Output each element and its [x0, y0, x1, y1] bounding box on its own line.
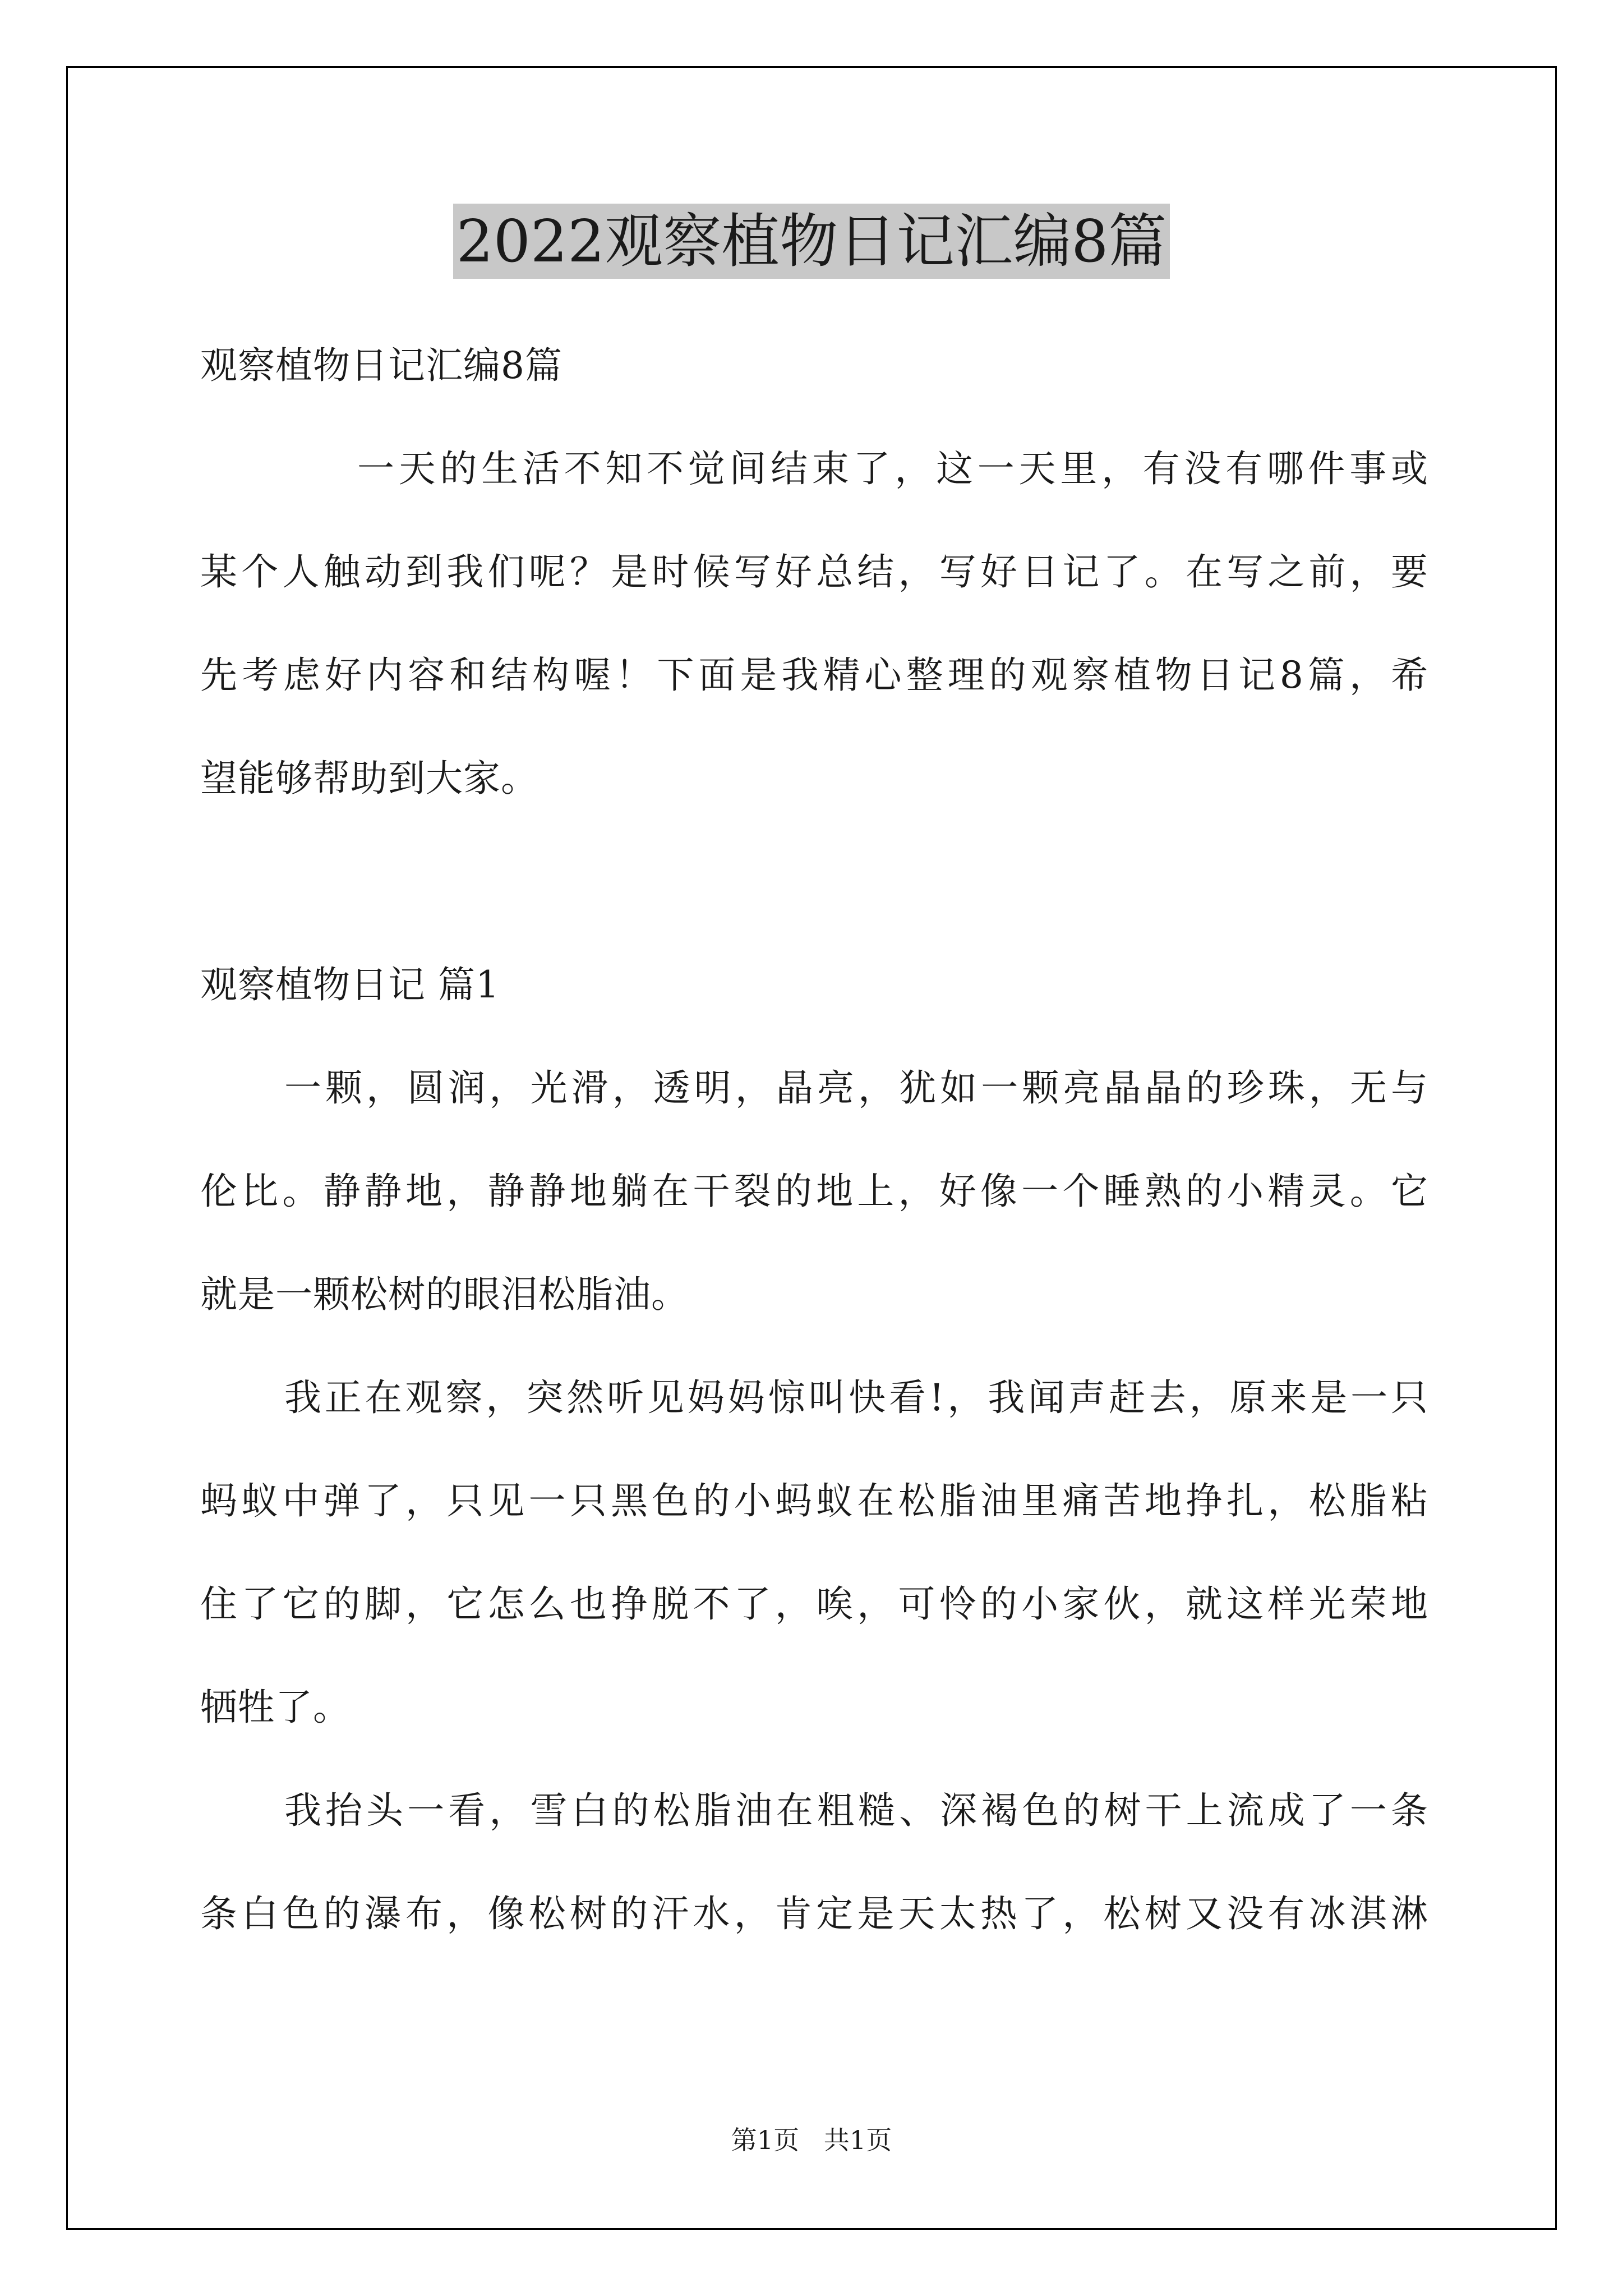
blank-line [200, 830, 1428, 933]
document-title-text: 2022观察植物日记汇编8篇 [453, 204, 1170, 279]
intro-line: 先考虑好内容和结构喔！下面是我精心整理的观察植物日记8篇，希 [200, 654, 1428, 697]
document-body [200, 314, 1428, 1966]
paragraph-line: 我正在观察，突然听见妈妈惊叫快看!，我闻声赶去，原来是一只 [284, 1376, 1428, 1419]
paragraph-line: 牺牲了。 [200, 1686, 351, 1729]
paragraph-line: 伦比。静静地，静静地躺在干裂的地上，好像一个睡熟的小精灵。它 [200, 1170, 1428, 1213]
paragraph-line: 条白色的瀑布，像松树的汗水，肯定是天太热了，松树又没有冰淇淋 [200, 1892, 1428, 1935]
paragraph-2 [200, 1346, 1428, 1759]
paragraph-line: 就是一颗松树的眼泪松脂油。 [200, 1273, 689, 1316]
paragraph-1 [200, 1037, 1428, 1346]
document-subtitle: 观察植物日记汇编8篇 [200, 344, 562, 387]
page-footer: 第1页 共1页 [731, 2125, 892, 2155]
paragraph-line: 住了它的脚，它怎么也挣脱不了，唉，可怜的小家伙，就这样光荣地 [200, 1582, 1428, 1626]
paragraph-line: 蚂蚁中弹了，只见一只黑色的小蚂蚁在松脂油里痛苦地挣扎，松脂粘 [200, 1479, 1428, 1522]
document-title [0, 202, 1623, 280]
section-heading: 观察植物日记 篇1 [200, 963, 500, 1006]
paragraph-line: 我抬头一看，雪白的松脂油在粗糙、深褐色的树干上流成了一条 [284, 1789, 1428, 1832]
intro-line: 望能够帮助到大家。 [200, 757, 538, 800]
intro-line: 一天的生活不知不觉间结束了，这一天里，有没有哪件事或 [357, 447, 1428, 490]
paragraph-3 [200, 1759, 1428, 1966]
intro-paragraph [200, 417, 1428, 830]
intro-line: 某个人触动到我们呢？是时候写好总结，写好日记了。在写之前，要 [200, 550, 1428, 593]
paragraph-line: 一颗，圆润，光滑，透明，晶亮，犹如一颗亮晶晶的珍珠，无与 [284, 1066, 1428, 1110]
